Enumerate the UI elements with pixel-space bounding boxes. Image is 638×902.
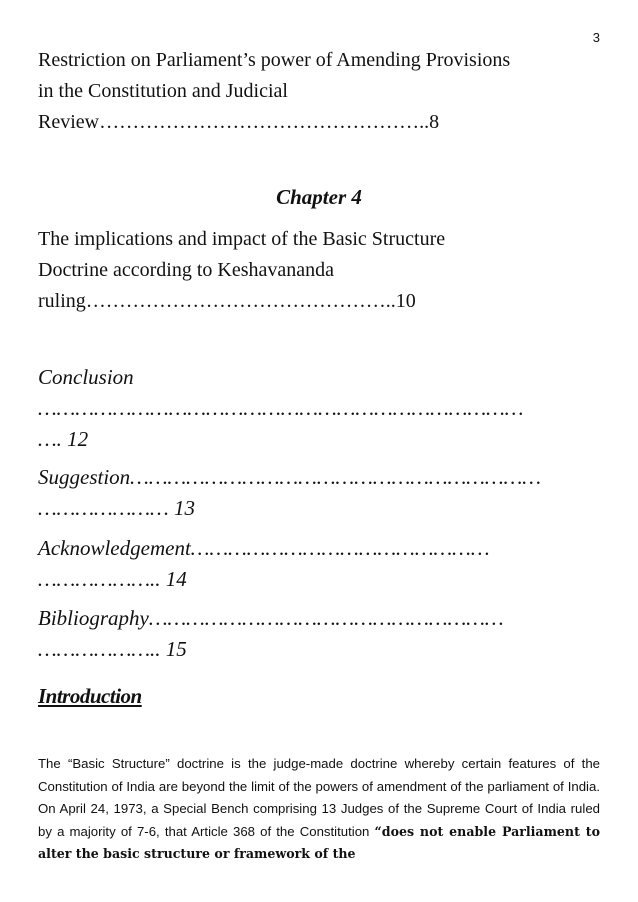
toc-entry-line: ………………… 13 (38, 496, 195, 520)
toc-entry-line: …………………………………………………………………… (38, 396, 524, 420)
toc-entry-bibliography (38, 603, 603, 665)
toc-entry-line: Bibliography………………………………………………… (38, 606, 504, 630)
toc-entry-line: …. 12 (38, 427, 89, 451)
toc-entry-restriction (38, 45, 603, 138)
introduction-heading: Introduction (38, 684, 142, 708)
toc-entry-line: ……………….. 14 (38, 567, 187, 591)
toc-entry-line: Doctrine according to Keshavananda (38, 259, 334, 281)
chapter-4-heading: Chapter 4 (276, 185, 362, 209)
toc-entry-implications (38, 224, 603, 317)
toc-entry-line: Conclusion (38, 365, 134, 389)
toc-entry-line: Review…………………………………………..8 (38, 111, 440, 133)
toc-entry-line: Restriction on Parliament’s power of Amending Provisions (38, 49, 511, 71)
toc-entry-line: The implications and impact of the Basic Structure (38, 228, 446, 250)
toc-entry-line: in the Constitution and Judicial (38, 80, 288, 102)
introduction-paragraph (38, 753, 600, 866)
toc-entry-line: Suggestion………………………………………………………… (38, 465, 541, 489)
toc-entry-acknowledgement (38, 533, 603, 595)
introduction-bold-quote: “does not enable Parliament to alter the basic structure or framework of the (38, 823, 600, 861)
toc-entry-line: ruling………………………………………..10 (38, 290, 416, 312)
introduction-text: The “Basic Structure” doctrine is the judge-made doctrine whereby certain features of the Constitution of India are beyond the limit of the powers of amendment of the parliament of India. On April 24, 1973, a Special Bench comprising 13 Judges of the Supreme Court of India ruled by a majority of 7-6, that Article 368 of the Constitution (38, 756, 600, 839)
toc-entry-line: ……………….. 15 (38, 637, 187, 661)
toc-entry-line: Acknowledgement………………………………………… (38, 536, 490, 560)
toc-entry-suggestion (38, 462, 603, 524)
toc-entry-conclusion (38, 362, 603, 455)
page-number: 3 (592, 30, 600, 45)
